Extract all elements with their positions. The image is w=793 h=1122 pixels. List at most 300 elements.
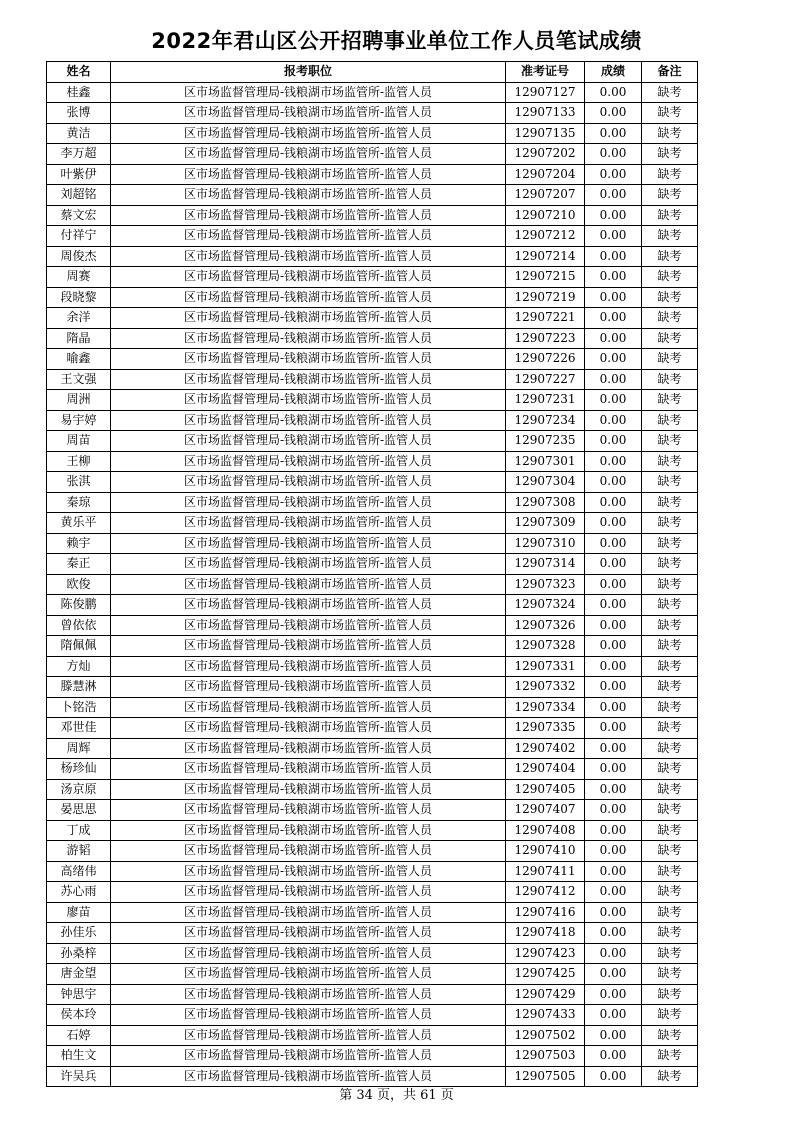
table-row (47, 287, 698, 308)
table-row (47, 738, 698, 759)
cell-score: 0.00 (585, 738, 642, 759)
cell-position: 区市场监督管理局-钱粮湖市场监管所-监管人员 (111, 820, 506, 841)
cell-name: 方灿 (47, 656, 111, 677)
cell-position: 区市场监督管理局-钱粮湖市场监管所-监管人员 (111, 513, 506, 534)
cell-remark: 缺考 (642, 349, 698, 370)
table-row (47, 246, 698, 267)
table-row (47, 390, 698, 411)
cell-score: 0.00 (585, 103, 642, 124)
page-footer: 第 34 页，共 61 页 (339, 1088, 454, 1103)
cell-remark: 缺考 (642, 533, 698, 554)
table-row (47, 923, 698, 944)
cell-score: 0.00 (585, 656, 642, 677)
cell-score: 0.00 (585, 185, 642, 206)
cell-remark: 缺考 (642, 226, 698, 247)
table-row (47, 882, 698, 903)
cell-name: 游韬 (47, 841, 111, 862)
cell-exam-id: 12907127 (506, 82, 585, 103)
table-row (47, 779, 698, 800)
cell-remark: 缺考 (642, 513, 698, 534)
table-row (47, 984, 698, 1005)
cell-remark: 缺考 (642, 246, 698, 267)
cell-exam-id: 12907423 (506, 943, 585, 964)
cell-name: 王文强 (47, 369, 111, 390)
cell-exam-id: 12907310 (506, 533, 585, 554)
cell-score: 0.00 (585, 615, 642, 636)
cell-position: 区市场监督管理局-钱粮湖市场监管所-监管人员 (111, 472, 506, 493)
cell-exam-id: 12907214 (506, 246, 585, 267)
cell-score: 0.00 (585, 328, 642, 349)
cell-exam-id: 12907301 (506, 451, 585, 472)
cell-position: 区市场监督管理局-钱粮湖市场监管所-监管人员 (111, 615, 506, 636)
cell-remark: 缺考 (642, 287, 698, 308)
cell-exam-id: 12907215 (506, 267, 585, 288)
cell-position: 区市场监督管理局-钱粮湖市场监管所-监管人员 (111, 533, 506, 554)
header-remark: 备注 (642, 62, 698, 83)
cell-name: 孙桑梓 (47, 943, 111, 964)
score-table (46, 61, 698, 1087)
table-row (47, 759, 698, 780)
cell-exam-id: 12907234 (506, 410, 585, 431)
cell-exam-id: 12907221 (506, 308, 585, 329)
cell-exam-id: 12907433 (506, 1005, 585, 1026)
cell-name: 钟思宇 (47, 984, 111, 1005)
table-row (47, 1066, 698, 1087)
cell-score: 0.00 (585, 841, 642, 862)
cell-name: 周苗 (47, 431, 111, 452)
cell-position: 区市场监督管理局-钱粮湖市场监管所-监管人员 (111, 390, 506, 411)
cell-score: 0.00 (585, 472, 642, 493)
cell-score: 0.00 (585, 923, 642, 944)
cell-score: 0.00 (585, 226, 642, 247)
cell-exam-id: 12907323 (506, 574, 585, 595)
cell-score: 0.00 (585, 882, 642, 903)
cell-score: 0.00 (585, 1046, 642, 1067)
cell-remark: 缺考 (642, 554, 698, 575)
cell-score: 0.00 (585, 943, 642, 964)
cell-name: 周辉 (47, 738, 111, 759)
cell-exam-id: 12907227 (506, 369, 585, 390)
cell-remark: 缺考 (642, 1005, 698, 1026)
table-row (47, 615, 698, 636)
cell-exam-id: 12907331 (506, 656, 585, 677)
cell-remark: 缺考 (642, 697, 698, 718)
cell-score: 0.00 (585, 902, 642, 923)
cell-score: 0.00 (585, 800, 642, 821)
cell-position: 区市场监督管理局-钱粮湖市场监管所-监管人员 (111, 103, 506, 124)
table-row (47, 349, 698, 370)
table-row (47, 451, 698, 472)
cell-exam-id: 12907429 (506, 984, 585, 1005)
cell-exam-id: 12907416 (506, 902, 585, 923)
page-title: 2022年君山区公开招聘事业单位工作人员笔试成绩 (151, 29, 642, 53)
table-row (47, 718, 698, 739)
cell-exam-id: 12907402 (506, 738, 585, 759)
cell-score: 0.00 (585, 144, 642, 165)
cell-name: 李万超 (47, 144, 111, 165)
cell-position: 区市场监督管理局-钱粮湖市场监管所-监管人员 (111, 164, 506, 185)
cell-exam-id: 12907231 (506, 390, 585, 411)
cell-position: 区市场监督管理局-钱粮湖市场监管所-监管人员 (111, 656, 506, 677)
cell-score: 0.00 (585, 964, 642, 985)
table-row (47, 431, 698, 452)
table-row (47, 554, 698, 575)
cell-exam-id: 12907304 (506, 472, 585, 493)
cell-name: 易宇婷 (47, 410, 111, 431)
cell-exam-id: 12907412 (506, 882, 585, 903)
table-row (47, 226, 698, 247)
cell-remark: 缺考 (642, 123, 698, 144)
cell-position: 区市场监督管理局-钱粮湖市场监管所-监管人员 (111, 718, 506, 739)
cell-remark: 缺考 (642, 1066, 698, 1087)
cell-position: 区市场监督管理局-钱粮湖市场监管所-监管人员 (111, 1005, 506, 1026)
cell-position: 区市场监督管理局-钱粮湖市场监管所-监管人员 (111, 636, 506, 657)
cell-name: 蔡文宏 (47, 205, 111, 226)
cell-exam-id: 12907503 (506, 1046, 585, 1067)
cell-exam-id: 12907202 (506, 144, 585, 165)
cell-remark: 缺考 (642, 1025, 698, 1046)
cell-name: 喻鑫 (47, 349, 111, 370)
cell-position: 区市场监督管理局-钱粮湖市场监管所-监管人员 (111, 677, 506, 698)
cell-score: 0.00 (585, 308, 642, 329)
cell-name: 秦正 (47, 554, 111, 575)
cell-position: 区市场监督管理局-钱粮湖市场监管所-监管人员 (111, 882, 506, 903)
cell-position: 区市场监督管理局-钱粮湖市场监管所-监管人员 (111, 697, 506, 718)
cell-score: 0.00 (585, 779, 642, 800)
cell-name: 王柳 (47, 451, 111, 472)
cell-exam-id: 12907408 (506, 820, 585, 841)
cell-score: 0.00 (585, 164, 642, 185)
cell-score: 0.00 (585, 349, 642, 370)
cell-name: 许吴兵 (47, 1066, 111, 1087)
cell-score: 0.00 (585, 451, 642, 472)
cell-position: 区市场监督管理局-钱粮湖市场监管所-监管人员 (111, 410, 506, 431)
cell-remark: 缺考 (642, 984, 698, 1005)
table-row (47, 1025, 698, 1046)
cell-exam-id: 12907135 (506, 123, 585, 144)
table-row (47, 533, 698, 554)
cell-position: 区市场监督管理局-钱粮湖市场监管所-监管人员 (111, 205, 506, 226)
cell-position: 区市场监督管理局-钱粮湖市场监管所-监管人员 (111, 123, 506, 144)
cell-exam-id: 12907405 (506, 779, 585, 800)
cell-position: 区市场监督管理局-钱粮湖市场监管所-监管人员 (111, 759, 506, 780)
cell-exam-id: 12907324 (506, 595, 585, 616)
cell-position: 区市场监督管理局-钱粮湖市场监管所-监管人员 (111, 246, 506, 267)
cell-score: 0.00 (585, 390, 642, 411)
cell-remark: 缺考 (642, 759, 698, 780)
cell-position: 区市场监督管理局-钱粮湖市场监管所-监管人员 (111, 738, 506, 759)
cell-exam-id: 12907133 (506, 103, 585, 124)
cell-remark: 缺考 (642, 923, 698, 944)
cell-position: 区市场监督管理局-钱粮湖市场监管所-监管人员 (111, 554, 506, 575)
cell-score: 0.00 (585, 636, 642, 657)
cell-position: 区市场监督管理局-钱粮湖市场监管所-监管人员 (111, 841, 506, 862)
cell-score: 0.00 (585, 492, 642, 513)
cell-position: 区市场监督管理局-钱粮湖市场监管所-监管人员 (111, 431, 506, 452)
cell-exam-id: 12907404 (506, 759, 585, 780)
cell-name: 余洋 (47, 308, 111, 329)
table-row (47, 861, 698, 882)
cell-name: 柏生文 (47, 1046, 111, 1067)
cell-position: 区市场监督管理局-钱粮湖市场监管所-监管人员 (111, 226, 506, 247)
cell-score: 0.00 (585, 533, 642, 554)
cell-exam-id: 12907212 (506, 226, 585, 247)
cell-remark: 缺考 (642, 82, 698, 103)
cell-exam-id: 12907210 (506, 205, 585, 226)
table-row (47, 656, 698, 677)
cell-position: 区市场监督管理局-钱粮湖市场监管所-监管人员 (111, 287, 506, 308)
cell-position: 区市场监督管理局-钱粮湖市场监管所-监管人员 (111, 574, 506, 595)
cell-remark: 缺考 (642, 615, 698, 636)
table-row (47, 841, 698, 862)
table-header-row (47, 62, 698, 83)
cell-remark: 缺考 (642, 410, 698, 431)
table-row (47, 185, 698, 206)
cell-name: 杨珍仙 (47, 759, 111, 780)
cell-score: 0.00 (585, 82, 642, 103)
cell-position: 区市场监督管理局-钱粮湖市场监管所-监管人员 (111, 185, 506, 206)
cell-remark: 缺考 (642, 943, 698, 964)
cell-name: 隋晶 (47, 328, 111, 349)
cell-exam-id: 12907207 (506, 185, 585, 206)
cell-position: 区市场监督管理局-钱粮湖市场监管所-监管人员 (111, 984, 506, 1005)
cell-name: 廖苗 (47, 902, 111, 923)
table-row (47, 800, 698, 821)
cell-exam-id: 12907335 (506, 718, 585, 739)
table-row (47, 472, 698, 493)
table-row (47, 902, 698, 923)
cell-remark: 缺考 (642, 902, 698, 923)
table-row (47, 595, 698, 616)
table-row (47, 267, 698, 288)
cell-score: 0.00 (585, 1066, 642, 1087)
cell-remark: 缺考 (642, 738, 698, 759)
table-row (47, 410, 698, 431)
cell-exam-id: 12907309 (506, 513, 585, 534)
cell-name: 桂鑫 (47, 82, 111, 103)
cell-exam-id: 12907502 (506, 1025, 585, 1046)
cell-name: 秦琼 (47, 492, 111, 513)
header-score: 成绩 (585, 62, 642, 83)
cell-position: 区市场监督管理局-钱粮湖市场监管所-监管人员 (111, 800, 506, 821)
cell-score: 0.00 (585, 1005, 642, 1026)
cell-position: 区市场监督管理局-钱粮湖市场监管所-监管人员 (111, 82, 506, 103)
table-row (47, 636, 698, 657)
cell-position: 区市场监督管理局-钱粮湖市场监管所-监管人员 (111, 595, 506, 616)
cell-remark: 缺考 (642, 472, 698, 493)
cell-score: 0.00 (585, 123, 642, 144)
cell-position: 区市场监督管理局-钱粮湖市场监管所-监管人员 (111, 349, 506, 370)
cell-exam-id: 12907505 (506, 1066, 585, 1087)
cell-remark: 缺考 (642, 718, 698, 739)
cell-exam-id: 12907334 (506, 697, 585, 718)
cell-score: 0.00 (585, 697, 642, 718)
cell-name: 高绪伟 (47, 861, 111, 882)
cell-name: 孙佳乐 (47, 923, 111, 944)
cell-name: 叶紫伊 (47, 164, 111, 185)
cell-remark: 缺考 (642, 779, 698, 800)
cell-remark: 缺考 (642, 451, 698, 472)
table-row (47, 492, 698, 513)
cell-score: 0.00 (585, 369, 642, 390)
cell-remark: 缺考 (642, 882, 698, 903)
cell-position: 区市场监督管理局-钱粮湖市场监管所-监管人员 (111, 779, 506, 800)
table-row (47, 328, 698, 349)
cell-exam-id: 12907226 (506, 349, 585, 370)
table-row (47, 820, 698, 841)
cell-position: 区市场监督管理局-钱粮湖市场监管所-监管人员 (111, 328, 506, 349)
cell-name: 黄洁 (47, 123, 111, 144)
cell-score: 0.00 (585, 677, 642, 698)
table-row (47, 164, 698, 185)
cell-score: 0.00 (585, 861, 642, 882)
cell-score: 0.00 (585, 513, 642, 534)
cell-remark: 缺考 (642, 390, 698, 411)
cell-remark: 缺考 (642, 800, 698, 821)
cell-name: 付祥宁 (47, 226, 111, 247)
cell-score: 0.00 (585, 718, 642, 739)
cell-name: 隋佩佩 (47, 636, 111, 657)
cell-remark: 缺考 (642, 164, 698, 185)
cell-remark: 缺考 (642, 308, 698, 329)
cell-name: 石婷 (47, 1025, 111, 1046)
cell-exam-id: 12907411 (506, 861, 585, 882)
cell-position: 区市场监督管理局-钱粮湖市场监管所-监管人员 (111, 369, 506, 390)
table-body (47, 82, 698, 1087)
cell-score: 0.00 (585, 574, 642, 595)
cell-name: 侯本玲 (47, 1005, 111, 1026)
cell-exam-id: 12907219 (506, 287, 585, 308)
cell-exam-id: 12907418 (506, 923, 585, 944)
cell-position: 区市场监督管理局-钱粮湖市场监管所-监管人员 (111, 492, 506, 513)
cell-score: 0.00 (585, 246, 642, 267)
table-row (47, 697, 698, 718)
cell-remark: 缺考 (642, 369, 698, 390)
cell-remark: 缺考 (642, 328, 698, 349)
cell-name: 黄乐平 (47, 513, 111, 534)
cell-name: 丁成 (47, 820, 111, 841)
table-row (47, 369, 698, 390)
cell-name: 晏思思 (47, 800, 111, 821)
table-row (47, 123, 698, 144)
table-row (47, 1005, 698, 1026)
cell-exam-id: 12907223 (506, 328, 585, 349)
cell-remark: 缺考 (642, 656, 698, 677)
table-row (47, 964, 698, 985)
cell-position: 区市场监督管理局-钱粮湖市场监管所-监管人员 (111, 943, 506, 964)
cell-name: 欧俊 (47, 574, 111, 595)
cell-position: 区市场监督管理局-钱粮湖市场监管所-监管人员 (111, 308, 506, 329)
cell-score: 0.00 (585, 759, 642, 780)
cell-remark: 缺考 (642, 492, 698, 513)
cell-exam-id: 12907332 (506, 677, 585, 698)
cell-position: 区市场监督管理局-钱粮湖市场监管所-监管人员 (111, 1066, 506, 1087)
cell-name: 段晓黎 (47, 287, 111, 308)
cell-name: 邓世佳 (47, 718, 111, 739)
cell-score: 0.00 (585, 595, 642, 616)
cell-score: 0.00 (585, 984, 642, 1005)
cell-remark: 缺考 (642, 595, 698, 616)
cell-remark: 缺考 (642, 1046, 698, 1067)
table-row (47, 943, 698, 964)
cell-score: 0.00 (585, 820, 642, 841)
cell-position: 区市场监督管理局-钱粮湖市场监管所-监管人员 (111, 1025, 506, 1046)
cell-remark: 缺考 (642, 103, 698, 124)
cell-remark: 缺考 (642, 267, 698, 288)
cell-score: 0.00 (585, 431, 642, 452)
cell-remark: 缺考 (642, 205, 698, 226)
cell-position: 区市场监督管理局-钱粮湖市场监管所-监管人员 (111, 144, 506, 165)
cell-exam-id: 12907407 (506, 800, 585, 821)
cell-remark: 缺考 (642, 185, 698, 206)
cell-name: 周洲 (47, 390, 111, 411)
table-row (47, 103, 698, 124)
cell-remark: 缺考 (642, 964, 698, 985)
table-row (47, 574, 698, 595)
header-name: 姓名 (47, 62, 111, 83)
cell-name: 汤京原 (47, 779, 111, 800)
cell-remark: 缺考 (642, 677, 698, 698)
table-row (47, 144, 698, 165)
cell-exam-id: 12907328 (506, 636, 585, 657)
cell-position: 区市场监督管理局-钱粮湖市场监管所-监管人员 (111, 267, 506, 288)
table-row (47, 1046, 698, 1067)
cell-position: 区市场监督管理局-钱粮湖市场监管所-监管人员 (111, 902, 506, 923)
cell-position: 区市场监督管理局-钱粮湖市场监管所-监管人员 (111, 923, 506, 944)
cell-exam-id: 12907235 (506, 431, 585, 452)
cell-remark: 缺考 (642, 431, 698, 452)
header-position: 报考职位 (111, 62, 506, 83)
cell-name: 赖宇 (47, 533, 111, 554)
cell-remark: 缺考 (642, 574, 698, 595)
cell-position: 区市场监督管理局-钱粮湖市场监管所-监管人员 (111, 861, 506, 882)
cell-name: 卜铭浩 (47, 697, 111, 718)
table-row (47, 308, 698, 329)
cell-name: 周赛 (47, 267, 111, 288)
cell-score: 0.00 (585, 554, 642, 575)
cell-name: 苏心雨 (47, 882, 111, 903)
cell-position: 区市场监督管理局-钱粮湖市场监管所-监管人员 (111, 964, 506, 985)
table-row (47, 205, 698, 226)
header-exam-id: 准考证号 (506, 62, 585, 83)
cell-remark: 缺考 (642, 841, 698, 862)
cell-name: 刘超铭 (47, 185, 111, 206)
cell-remark: 缺考 (642, 820, 698, 841)
cell-name: 陈俊鹏 (47, 595, 111, 616)
cell-exam-id: 12907308 (506, 492, 585, 513)
table-row (47, 513, 698, 534)
cell-exam-id: 12907204 (506, 164, 585, 185)
cell-remark: 缺考 (642, 144, 698, 165)
cell-exam-id: 12907425 (506, 964, 585, 985)
cell-position: 区市场监督管理局-钱粮湖市场监管所-监管人员 (111, 451, 506, 472)
cell-name: 周俊杰 (47, 246, 111, 267)
table-row (47, 82, 698, 103)
cell-score: 0.00 (585, 1025, 642, 1046)
cell-exam-id: 12907326 (506, 615, 585, 636)
cell-exam-id: 12907314 (506, 554, 585, 575)
cell-position: 区市场监督管理局-钱粮湖市场监管所-监管人员 (111, 1046, 506, 1067)
cell-name: 张博 (47, 103, 111, 124)
cell-score: 0.00 (585, 267, 642, 288)
cell-exam-id: 12907410 (506, 841, 585, 862)
cell-remark: 缺考 (642, 861, 698, 882)
cell-remark: 缺考 (642, 636, 698, 657)
cell-score: 0.00 (585, 287, 642, 308)
cell-score: 0.00 (585, 205, 642, 226)
cell-name: 曾依依 (47, 615, 111, 636)
cell-name: 唐金望 (47, 964, 111, 985)
